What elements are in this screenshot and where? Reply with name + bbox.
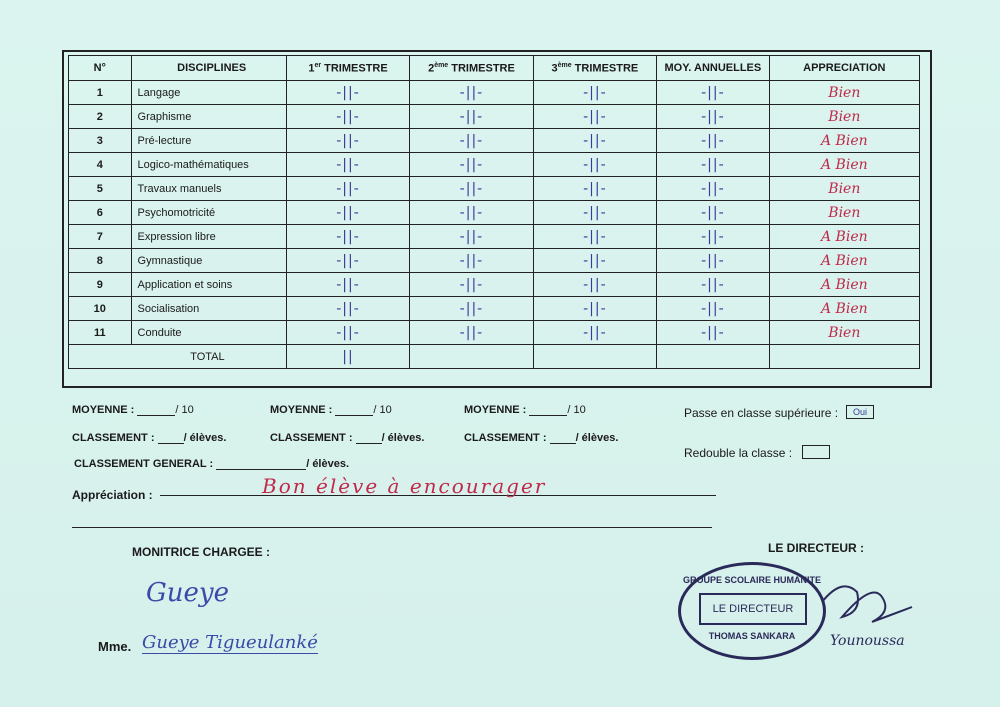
row-t3: -||- [533,249,656,273]
row-discipline: Application et soins [131,273,286,297]
total-empty-cell [769,345,919,369]
school-stamp: GROUPE SCOLAIRE HUMANITE LE DIRECTEUR THOMAS SANKARA [678,562,826,660]
row-moy: -||- [657,321,770,345]
table-row [69,81,920,105]
row-moy: -||- [657,153,770,177]
header-row [69,56,920,81]
row-appreciation: A Bien [769,225,919,249]
row-appreciation: A Bien [769,153,919,177]
row-t1: -||- [286,153,409,177]
moyenne-1: MOYENNE : / 10 [72,404,194,416]
row-t2: -||- [410,201,533,225]
total-empty-cell [533,345,656,369]
row-t1: -||- [286,273,409,297]
classement-general: CLASSEMENT GENERAL : / élèves. [74,458,350,470]
row-appreciation: Bien [769,177,919,201]
directeur-label: LE DIRECTEUR : [768,541,864,555]
table-row [69,225,920,249]
passe-checkbox[interactable]: Oui [846,405,874,419]
row-t2: -||- [410,297,533,321]
table-row [69,321,920,345]
header-appreciation: APPRECIATION [769,56,919,81]
row-moy: -||- [657,225,770,249]
row-discipline: Expression libre [131,225,286,249]
monitrice-label: MONITRICE CHARGEE : [132,545,270,559]
row-num: 5 [69,177,132,201]
row-discipline: Travaux manuels [131,177,286,201]
row-num: 11 [69,321,132,345]
monitrice-signature: Gueye [146,578,229,608]
passe-label: Passe en classe supérieure : [684,406,839,420]
table-row [69,177,920,201]
redouble-checkbox[interactable] [802,445,830,459]
row-num: 4 [69,153,132,177]
appreciation-value: Bon élève à encourager [262,474,547,498]
total-label: TOTAL [69,345,287,369]
row-t3: -||- [533,201,656,225]
total-empty-cell [410,345,533,369]
row-t3: -||- [533,321,656,345]
row-t1: -||- [286,297,409,321]
mme-label: Mme. [98,639,132,654]
header-disciplines: DISCIPLINES [131,56,286,81]
grades-table [68,55,920,369]
header-t3: 3ème TRIMESTRE [533,56,656,81]
row-appreciation: Bien [769,321,919,345]
table-row [69,201,920,225]
row-appreciation: Bien [769,105,919,129]
row-t1: -||- [286,321,409,345]
total-row [69,345,920,369]
row-appreciation: Bien [769,201,919,225]
header-num: N° [69,56,132,81]
total-empty-cell [657,345,770,369]
row-moy: -||- [657,81,770,105]
header-t2: 2ème TRIMESTRE [410,56,533,81]
row-discipline: Psychomotricité [131,201,286,225]
row-t1: -||- [286,81,409,105]
row-moy: -||- [657,129,770,153]
row-appreciation: A Bien [769,297,919,321]
table-row [69,249,920,273]
row-t3: -||- [533,225,656,249]
appreciation-line-2 [72,527,712,528]
row-discipline: Graphisme [131,105,286,129]
row-t2: -||- [410,105,533,129]
classement-3: CLASSEMENT : / élèves. [464,432,619,444]
row-discipline: Pré-lecture [131,129,286,153]
header-moy: MOY. ANNUELLES [657,56,770,81]
row-moy: -||- [657,201,770,225]
row-t1: -||- [286,177,409,201]
table-row [69,297,920,321]
row-moy: -||- [657,273,770,297]
row-t2: -||- [410,225,533,249]
row-moy: -||- [657,297,770,321]
row-num: 6 [69,201,132,225]
row-t3: -||- [533,177,656,201]
row-num: 1 [69,81,132,105]
classement-1: CLASSEMENT : / élèves. [72,432,227,444]
row-num: 2 [69,105,132,129]
row-discipline: Langage [131,81,286,105]
row-num: 10 [69,297,132,321]
row-t1: -||- [286,249,409,273]
classement-2: CLASSEMENT : / élèves. [270,432,425,444]
total-t1: || [286,345,409,369]
row-moy: -||- [657,177,770,201]
row-num: 7 [69,225,132,249]
moyenne-3: MOYENNE : / 10 [464,404,586,416]
row-appreciation: A Bien [769,249,919,273]
row-t3: -||- [533,297,656,321]
moyenne-2: MOYENNE : / 10 [270,404,392,416]
row-moy: -||- [657,249,770,273]
appreciation-label: Appréciation : [72,488,153,502]
row-num: 8 [69,249,132,273]
table-row [69,273,920,297]
row-discipline: Logico-mathématiques [131,153,286,177]
row-t3: -||- [533,273,656,297]
row-t2: -||- [410,273,533,297]
row-t3: -||- [533,81,656,105]
row-t2: -||- [410,129,533,153]
row-moy: -||- [657,105,770,129]
row-discipline: Socialisation [131,297,286,321]
row-t2: -||- [410,177,533,201]
row-appreciation: A Bien [769,129,919,153]
row-num: 9 [69,273,132,297]
row-discipline: Gymnastique [131,249,286,273]
redouble-label: Redouble la classe : [684,446,793,460]
row-t2: -||- [410,321,533,345]
row-t3: -||- [533,153,656,177]
row-t2: -||- [410,249,533,273]
director-name: Younoussa [830,633,905,649]
header-t1: 1er TRIMESTRE [286,56,409,81]
row-t1: -||- [286,201,409,225]
row-appreciation: Bien [769,81,919,105]
row-t3: -||- [533,105,656,129]
row-num: 3 [69,129,132,153]
table-row [69,105,920,129]
row-t2: -||- [410,153,533,177]
row-t1: -||- [286,105,409,129]
row-appreciation: A Bien [769,273,919,297]
row-t2: -||- [410,81,533,105]
table-row [69,129,920,153]
table-row [69,153,920,177]
row-t1: -||- [286,225,409,249]
row-t3: -||- [533,129,656,153]
row-discipline: Conduite [131,321,286,345]
mme-name: Gueye Tigueulanké [142,632,318,653]
row-t1: -||- [286,129,409,153]
